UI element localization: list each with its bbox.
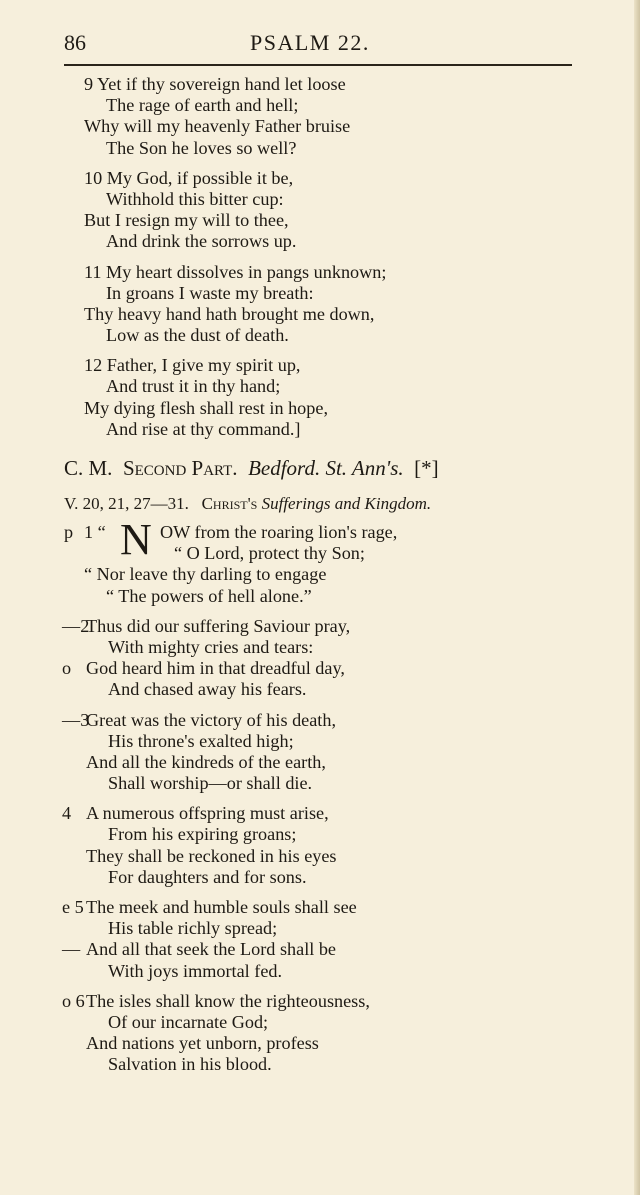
stanza-line — [64, 304, 584, 325]
stanza — [64, 515, 584, 607]
stanza-line — [64, 939, 584, 960]
line-text: In groans I waste my breath: — [106, 282, 314, 303]
stanza — [64, 262, 584, 347]
stanza-line — [64, 189, 584, 210]
stanza-line — [64, 824, 584, 845]
stanza-line — [64, 262, 584, 283]
stanza-line — [64, 731, 584, 752]
stanza-line — [64, 116, 584, 137]
line-text: Great was the victory of his death, — [86, 709, 336, 730]
stanza-line — [64, 419, 584, 440]
stanza-line — [64, 543, 584, 564]
flag-mark: [*] — [414, 456, 439, 480]
stanza-line — [64, 138, 584, 159]
page-edge — [634, 0, 640, 1195]
line-text: And rise at thy command.] — [106, 418, 301, 439]
line-text: A numerous offspring must arise, — [86, 803, 329, 824]
stanza — [64, 710, 584, 795]
stanza-mark: p — [64, 522, 74, 542]
line-text: OW from the roaring lion's rage, — [160, 522, 398, 542]
stanza-line — [64, 637, 584, 658]
line-text: And drink the sorrows up. — [106, 231, 297, 252]
tune-names: Bedford. St. Ann's. — [248, 456, 404, 480]
stanza-line — [64, 1033, 584, 1054]
stanza-line — [64, 325, 584, 346]
line-text: And chased away his fears. — [108, 679, 307, 700]
stanza-line — [64, 803, 584, 824]
part-two-stanzas — [62, 515, 584, 1085]
stanza-line — [64, 658, 584, 679]
line-text: And nations yet unborn, profess — [86, 1033, 319, 1054]
stanza — [64, 897, 584, 982]
line-text: 11 My heart dissolves in pangs unknown; — [84, 261, 387, 282]
stanza-line — [64, 897, 584, 918]
stanza — [64, 168, 584, 253]
stanza-line — [64, 773, 584, 794]
verse-numbers: V. 20, 21, 27—31. — [64, 494, 189, 513]
stanza-line — [64, 398, 584, 419]
stanza-line — [64, 283, 584, 304]
stanza-line — [64, 918, 584, 939]
stanza-line — [64, 564, 584, 585]
stanza-line — [64, 231, 584, 252]
line-text: They shall be reckoned in his eyes — [86, 845, 337, 866]
subject-name: Christ's — [201, 494, 258, 513]
stanza — [64, 991, 584, 1076]
line-text: Thus did our suffering Saviour pray, — [86, 615, 351, 636]
drop-cap: N — [120, 515, 152, 564]
line-text: My dying flesh shall rest in hope, — [84, 397, 328, 418]
stanza-line — [64, 1012, 584, 1033]
stanza — [64, 616, 584, 701]
line-text: His table richly spread; — [108, 918, 278, 939]
line-text: But I resign my will to thee, — [84, 210, 289, 231]
stanza-line — [64, 991, 584, 1012]
line-text: Withhold this bitter cup: — [106, 188, 284, 209]
stanza — [64, 74, 584, 159]
line-text: And all that seek the Lord shall be — [86, 939, 337, 960]
line-text: Salvation in his blood. — [108, 1054, 272, 1075]
line-text: The isles shall know the righteousness, — [86, 990, 370, 1011]
stanza-number: 1 “ — [84, 522, 106, 542]
stanza-mark: o 6 — [62, 990, 85, 1011]
line-text: 10 My God, if possible it be, — [84, 167, 294, 188]
line-text: The meek and humble souls shall see — [86, 897, 357, 917]
stanza-line — [64, 355, 584, 376]
part-title: Second Part. — [122, 456, 238, 480]
page-number: 86 — [64, 30, 86, 55]
stanza-mark: — — [62, 939, 81, 960]
part-one-stanzas — [64, 74, 584, 449]
stanza-mark: e 5 — [62, 897, 84, 917]
stanza-line — [64, 846, 584, 867]
line-text: “ Nor leave thy darling to engage — [84, 564, 327, 585]
line-text: “ O Lord, protect thy Son; — [174, 543, 365, 564]
meter: C. M. — [64, 456, 113, 480]
line-text: 9 Yet if thy sovereign hand let loose — [84, 74, 346, 94]
line-text: Shall worship—or shall die. — [108, 773, 313, 794]
line-text: From his expiring groans; — [108, 824, 297, 845]
line-text: Thy heavy hand hath brought me down, — [84, 303, 375, 324]
line-text: And all the kindreds of the earth, — [86, 751, 326, 772]
line-text: Low as the dust of death. — [106, 325, 289, 346]
stanza-line — [64, 168, 584, 189]
stanza — [64, 803, 584, 888]
stanza-mark: —2 — [62, 615, 90, 636]
verse-reference — [64, 494, 431, 514]
line-text: For daughters and for sons. — [108, 866, 307, 887]
stanza — [64, 355, 584, 440]
stanza-line — [64, 616, 584, 637]
line-text: With joys immortal fed. — [108, 960, 283, 981]
line-text: His throne's exalted high; — [108, 730, 294, 751]
line-text: The rage of earth and hell; — [106, 95, 299, 116]
stanza-mark: 4 — [62, 803, 72, 824]
running-title: PSALM 22. — [250, 30, 370, 55]
line-text: 12 Father, I give my spirit up, — [84, 355, 301, 376]
stanza-line — [64, 679, 584, 700]
stanza-line — [64, 95, 584, 116]
stanza-line — [64, 867, 584, 888]
header-rule — [64, 64, 572, 66]
stanza-line — [64, 961, 584, 982]
stanza-line — [64, 752, 584, 773]
stanza-line — [64, 376, 584, 397]
stanza-line — [64, 1054, 584, 1075]
stanza-mark: o — [62, 658, 72, 679]
stanza-line — [64, 710, 584, 731]
line-text: With mighty cries and tears: — [108, 636, 314, 657]
subject-title: Sufferings and Kingdom. — [261, 494, 432, 513]
line-text: “ The powers of hell alone.” — [106, 585, 312, 606]
stanza-line — [64, 586, 584, 607]
section-heading — [64, 456, 584, 481]
line-text: Why will my heavenly Father bruise — [84, 116, 351, 137]
line-text: Of our incarnate God; — [108, 1011, 269, 1032]
stanza-line — [64, 210, 584, 231]
stanza-mark: —3 — [62, 709, 90, 730]
line-text: The Son he loves so well? — [106, 137, 297, 158]
line-text: And trust it in thy hand; — [106, 376, 281, 397]
page-header — [64, 30, 572, 64]
line-text: God heard him in that dreadful day, — [86, 658, 345, 679]
stanza-line — [64, 74, 584, 95]
